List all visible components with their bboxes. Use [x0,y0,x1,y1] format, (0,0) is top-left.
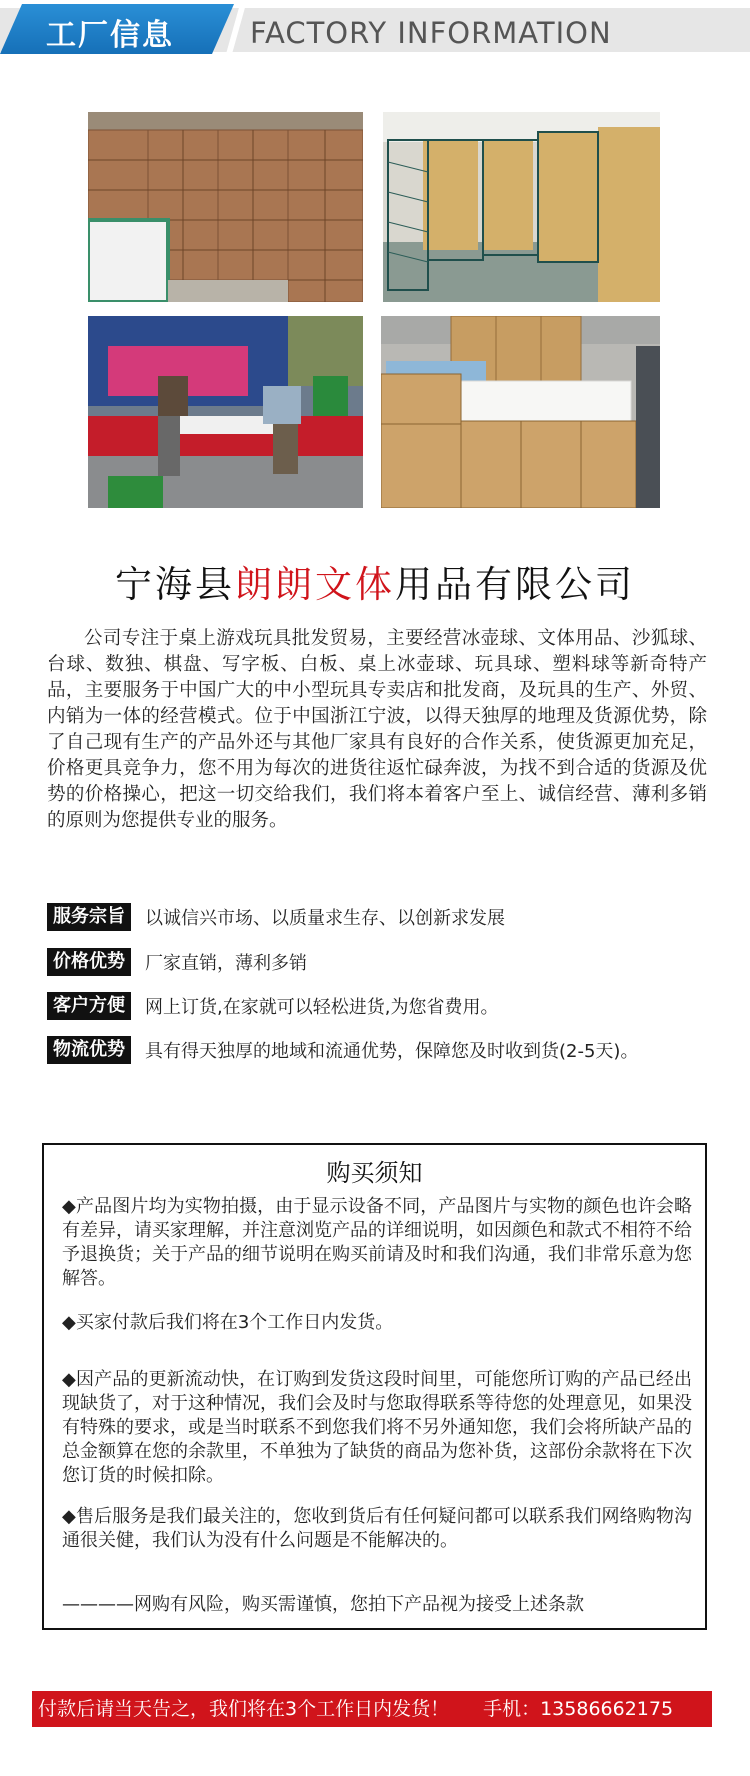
advantage-text: 具有得天独厚的地域和流通优势，保障您及时收到货(2-5天)。 [145,1041,639,1062]
advantage-service [47,903,505,931]
advantage-text: 以诚信兴市场、以质量求生存、以创新求发展 [145,908,505,929]
company-name [0,554,750,608]
notice-paragraph: ◆买家付款后我们将在3个工作日内发货。 [62,1312,394,1333]
advantage-tag: 物流优势 [47,1036,131,1064]
company-intro: 公司专注于桌上游戏玩具批发贸易，主要经营冰壶球、文体用品、沙狐球、台球、数独、棋盘、写字板、白板、桌上冰壶球、玩具球、塑料球等新奇特产品，主要服务于中国广大的中小型玩具专卖店和批发商，及玩具的生产、外贸、内销为一体的经营模式。位于中国浙江宁波，以得天独厚的地理及货源优势，除了自己现有生产的产品外还与其他厂家具有良好的合作关系，使货源更加充足，价格更具竞争力，您不用为每次的进货往返忙碌奔波，为找不到合适的货源及优势的价格操心，把这一切交给我们，我们将本着客户至上、诚信经营、薄利多销的原则为您提供专业的服务。 [47,628,707,831]
notice-paragraph: ◆产品图片均为实物拍摄，由于显示设备不同，产品图片与实物的颜色也许会略有差异，请买家理解，并注意浏览产品的详细说明，如因颜色和款式不相符不给予退换货；关于产品的细节说明在购买前请及时和我们沟通，我们非常乐意为您解答。 [62,1196,692,1289]
notice-disclaimer: ————网购有风险，购买需谨慎，您拍下产品视为接受上述条款 [62,1594,584,1615]
advantage-tag: 价格优势 [47,948,131,976]
advantage-tag: 客户方便 [47,992,131,1020]
photo-workers-assembling [88,316,363,508]
advantage-tag: 服务宗旨 [47,903,131,931]
header-cn-title: 工厂信息 [46,18,174,53]
footer-contact-bar [32,1691,712,1727]
purchase-notice-title: 购买须知 [326,1159,423,1187]
photo-stacked-boxes [88,112,363,302]
header-en-title: FACTORY INFORMATION [250,16,612,50]
notice-paragraph: ◆因产品的更新流动快，在订购到发货这段时间里，可能您所订购的产品已经出现缺货了，对于这种情况，我们会及时与您取得联系等待您的处理意见，如果没有特殊的要求，或是当时联系不到您我们将不另外通知您，我们会将所缺产品的总金额算在您的余款里，不单独为了缺货的商品为您补货，这部份余款将在下次您订货的时候扣除。 [62,1369,692,1486]
footer-message: 付款后请当天告之，我们将在3个工作日内发货！ [38,1698,450,1720]
factory-info-header [0,0,750,60]
company-name-prefix: 宁海县 [115,563,235,606]
footer-phone: 手机：13586662175 [483,1698,674,1720]
advantage-text: 厂家直销，薄利多销 [145,953,307,974]
advantage-text: 网上订货,在家就可以轻松进货,为您省费用。 [145,997,499,1018]
advantage-customer [47,992,498,1020]
photo-drying-racks [383,112,660,302]
company-name-highlight: 朗朗文体 [235,563,395,606]
company-name-suffix: 用品有限公司 [395,563,635,606]
advantage-logistics [47,1036,638,1064]
advantage-price [47,948,307,976]
purchase-notice-box [42,1143,707,1630]
photo-boxes-and-foam [381,316,660,508]
notice-paragraph: ◆售后服务是我们最关注的，您收到货后有任何疑问都可以联系我们网络购物沟通很关健，我们认为没有什么问题是不能解决的。 [62,1506,692,1551]
